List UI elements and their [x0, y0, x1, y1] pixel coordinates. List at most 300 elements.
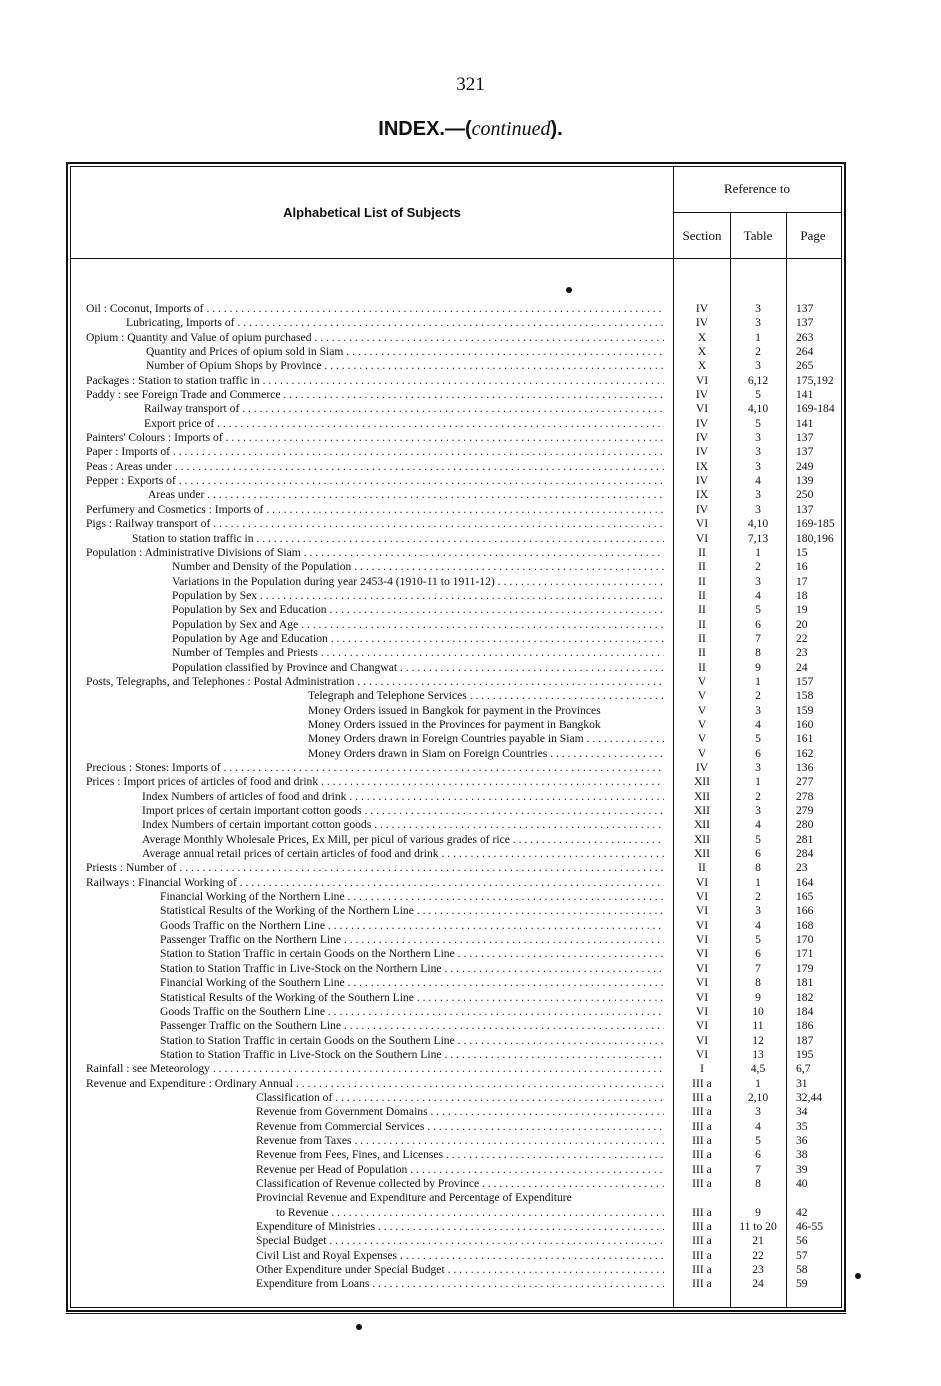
subject-text: Number of Opium Shops by Province . . .: [146, 359, 664, 373]
section-cell: IV: [695, 445, 709, 459]
index-row: [0, 359, 941, 373]
page-cell: 137: [796, 431, 814, 445]
page-cell: 164: [796, 875, 814, 889]
page-cell: 23: [796, 861, 808, 875]
table-cell: 8: [755, 1176, 761, 1190]
section-cell: XII: [693, 775, 711, 789]
subject-text: Index Numbers of articles of food and drink . . .: [142, 790, 664, 804]
subject-text: Opium : Quantity and Value of opium purchased . . .: [86, 331, 664, 345]
index-row: [0, 761, 941, 775]
subject-text: Financial Working of the Northern Line . . .: [160, 890, 664, 904]
section-cell: IV: [695, 431, 709, 445]
page-cell: 16: [796, 560, 808, 574]
subject-text: Average annual retail prices of certain articles of food and drink . . .: [142, 847, 664, 861]
section-cell: VI: [695, 961, 709, 975]
ink-speck: [356, 1324, 362, 1330]
table-cell: 3: [755, 804, 761, 818]
table-cell: 8: [755, 861, 761, 875]
subject-text: Money Orders drawn in Foreign Countries payable in Siam . . .: [308, 732, 664, 746]
index-row: [0, 431, 941, 445]
page-cell: 139: [796, 474, 814, 488]
reference-header: Reference to: [723, 181, 791, 196]
table-cell: 2,10: [747, 1090, 769, 1104]
subject-text: Station to Station Traffic in Live-Stock on the Southern Line . . .: [160, 1048, 664, 1062]
section-cell: II: [698, 861, 706, 875]
table-cell: 5: [755, 933, 761, 947]
index-row: [0, 474, 941, 488]
table-cell: 3: [755, 502, 761, 516]
table-cell: 3: [755, 1105, 761, 1119]
index-row: [0, 904, 941, 918]
subject-text: Passenger Traffic on the Northern Line . . .: [160, 933, 664, 947]
section-cell: V: [697, 746, 707, 760]
section-cell: VI: [695, 918, 709, 932]
index-row: [0, 919, 941, 933]
page-cell: 24: [796, 660, 808, 674]
index-row: [0, 833, 941, 847]
table-cell: 3: [755, 488, 761, 502]
page-cell: 18: [796, 588, 808, 602]
index-row: [0, 1019, 941, 1033]
table-cell: 7: [755, 631, 761, 645]
page-cell: 281: [796, 832, 814, 846]
section-cell: II: [698, 631, 706, 645]
page-cell: 141: [796, 388, 814, 402]
page-cell: 17: [796, 574, 808, 588]
table-cell: 2: [755, 789, 761, 803]
section-cell: III a: [692, 1162, 712, 1176]
index-row: [0, 1191, 941, 1205]
subject-text: Priests : Number of . . .: [86, 861, 664, 875]
section-cell: II: [698, 574, 706, 588]
section-cell: V: [697, 717, 707, 731]
page-cell: 171: [796, 947, 814, 961]
subject-text: Revenue per Head of Population . . .: [256, 1163, 664, 1177]
index-row: [0, 991, 941, 1005]
section-cell: III a: [692, 1277, 712, 1291]
table-cell: 7: [755, 1162, 761, 1176]
table-cell: 2: [755, 689, 761, 703]
subject-text: Classification of . . .: [256, 1091, 664, 1105]
page-cell: 157: [796, 674, 814, 688]
table-cell: 13: [752, 1047, 764, 1061]
index-row: [0, 962, 941, 976]
index-row: [0, 1005, 941, 1019]
section-cell: III a: [692, 1076, 712, 1090]
subject-text: Passenger Traffic on the Southern Line . . .: [160, 1019, 664, 1033]
subject-text: Export price of . . .: [144, 417, 664, 431]
page-cell: 265: [796, 359, 814, 373]
subject-text: Number of Temples and Priests . . .: [172, 646, 664, 660]
page-cell: 249: [796, 459, 814, 473]
section-cell: IV: [695, 474, 709, 488]
section-cell: III a: [692, 1248, 712, 1262]
section-cell: XII: [693, 847, 711, 861]
section-cell: III a: [692, 1148, 712, 1162]
table-cell: 1: [755, 1076, 761, 1090]
subject-text: Station to Station Traffic in Live-Stock on the Northern Line . . .: [160, 962, 664, 976]
section-cell: IV: [695, 502, 709, 516]
page-cell: 31: [796, 1076, 808, 1090]
page-cell: 159: [796, 703, 814, 717]
table-cell: 1: [755, 545, 761, 559]
page-cell: 160: [796, 717, 814, 731]
page-cell: 19: [796, 603, 808, 617]
page-cell: 137: [796, 302, 814, 315]
table-cell: 6,12: [747, 373, 769, 387]
section-cell: IV: [695, 416, 709, 430]
index-row: [0, 503, 941, 517]
table-cell: 3: [755, 359, 761, 373]
subject-text: Population by Age and Education . . .: [172, 632, 664, 646]
page-cell: 22: [796, 631, 808, 645]
page-cell: 181: [796, 976, 814, 990]
page-cell: 162: [796, 746, 814, 760]
index-row: [0, 689, 941, 703]
section-cell: II: [698, 646, 706, 660]
table-cell: 1: [755, 330, 761, 344]
index-row: [0, 560, 941, 574]
subject-text: Precious : Stones: Imports of . . .: [86, 761, 664, 775]
table-cell: 21: [752, 1234, 764, 1248]
index-row: [0, 618, 941, 632]
subject-text: Expenditure of Ministries . . .: [256, 1220, 664, 1234]
index-row: [0, 331, 941, 345]
subject-text: Areas under . . .: [148, 488, 664, 502]
page-cell: 169-185: [796, 517, 835, 531]
section-cell: III a: [692, 1220, 712, 1233]
table-cell: 2: [755, 890, 761, 904]
subject-text: Statistical Results of the Working of the Northern Line . . .: [160, 904, 664, 918]
index-row: [0, 603, 941, 617]
table-cell: 3: [755, 703, 761, 717]
page-heading: [0, 118, 941, 141]
section-cell: III a: [692, 1105, 712, 1119]
section-cell: III a: [692, 1090, 712, 1104]
table-cell: 3: [755, 302, 761, 315]
table-cell: 1: [755, 775, 761, 789]
table-cell: 2: [755, 560, 761, 574]
subject-text: Money Orders issued in the Provinces for payment in Bangkok: [308, 717, 601, 731]
index-row: [0, 732, 941, 746]
index-row: [0, 402, 941, 416]
index-row: [0, 1134, 941, 1148]
section-cell: V: [697, 674, 707, 688]
section-cell: IV: [695, 316, 709, 330]
index-row: [0, 1234, 941, 1248]
table-cell: 9: [755, 990, 761, 1004]
section-cell: VI: [695, 990, 709, 1004]
index-row: [0, 388, 941, 402]
index-row: [0, 675, 941, 689]
page-cell: 35: [796, 1119, 808, 1133]
table-cell: 22: [752, 1248, 764, 1262]
section-cell: XII: [693, 804, 711, 818]
subject-text: Special Budget . . .: [256, 1234, 664, 1248]
index-row: [0, 704, 941, 718]
subject-text: Population classified by Province and Changwat . . .: [172, 661, 664, 675]
table-cell: 5: [755, 832, 761, 846]
page-cell: 170: [796, 933, 814, 947]
section-cell: X: [697, 359, 707, 373]
index-row: [0, 589, 941, 603]
section-cell: VI: [695, 875, 709, 889]
table-cell: 6: [755, 1148, 761, 1162]
index-row: [0, 804, 941, 818]
section-cell: IX: [695, 488, 709, 502]
subject-text: Railway transport of . . .: [144, 402, 664, 416]
subjects-column-header: Alphabetical List of Subjects: [283, 205, 461, 220]
index-row: [0, 460, 941, 474]
table-cell: 9: [755, 1205, 761, 1219]
table-cell: 23: [752, 1263, 764, 1277]
index-row: [0, 1062, 941, 1076]
subject-text: Population by Sex . . .: [172, 589, 664, 603]
section-cell: III a: [692, 1133, 712, 1147]
table-cell: 5: [755, 388, 761, 402]
table-cell: 6: [755, 847, 761, 861]
section-cell: VI: [695, 517, 709, 531]
page-cell: 56: [796, 1234, 808, 1248]
page-cell: 161: [796, 732, 814, 746]
page-cell: 39: [796, 1162, 808, 1176]
page-cell: 137: [796, 316, 814, 330]
section-cell: XII: [693, 832, 711, 846]
index-row: [0, 1148, 941, 1162]
index-row: [0, 445, 941, 459]
table-cell: 10: [752, 1004, 764, 1018]
section-cell: III a: [692, 1234, 712, 1248]
index-row: [0, 1120, 941, 1134]
section-cell: IV: [695, 302, 709, 315]
page-cell: 46-55: [796, 1220, 824, 1233]
subject-text: Revenue from Commercial Services . . .: [256, 1120, 664, 1134]
table-cell: 1: [755, 875, 761, 889]
subject-text: Pepper : Exports of . . .: [86, 474, 664, 488]
subject-text: Rainfall : see Meteorology . . .: [86, 1062, 664, 1076]
heading-main: INDEX.—(: [378, 118, 472, 140]
page-cell: 169-184: [796, 402, 835, 416]
index-row: [0, 976, 941, 990]
table-cell: 3: [755, 445, 761, 459]
section-cell: VI: [695, 947, 709, 961]
index-row: [0, 1105, 941, 1119]
table-cell: 4,10: [747, 517, 769, 531]
page-cell: 264: [796, 345, 814, 359]
index-row: [0, 1077, 941, 1091]
page-cell: 186: [796, 1019, 814, 1033]
index-row: [0, 546, 941, 560]
index-row: [0, 1177, 941, 1191]
section-cell: VI: [695, 1033, 709, 1047]
page-cell: 284: [796, 847, 814, 861]
subject-text: Station to Station Traffic in certain Goods on the Northern Line . . .: [160, 947, 664, 961]
page-cell: 15: [796, 545, 808, 559]
subject-text: Painters' Colours : Imports of . . .: [86, 431, 664, 445]
table-cell: 4: [755, 918, 761, 932]
heading-end: ).: [550, 118, 563, 140]
page-cell: 280: [796, 818, 814, 832]
table-cell: 2: [755, 345, 761, 359]
section-cell: V: [697, 703, 707, 717]
table-cell: 3: [755, 904, 761, 918]
table-cell: 7,13: [747, 531, 769, 545]
table-cell: 7: [755, 961, 761, 975]
section-cell: VI: [695, 402, 709, 416]
section-cell: VI: [695, 904, 709, 918]
subject-text: Station to station traffic in . . .: [132, 532, 664, 546]
index-row: [0, 1220, 941, 1234]
subject-text: Posts, Telegraphs, and Telephones : Postal Administration . . .: [86, 675, 664, 689]
subject-text: Variations in the Population during year 2453-4 (1910-11 to 1911-12) . . .: [172, 575, 664, 589]
table-cell: 4: [755, 717, 761, 731]
section-cell: II: [698, 545, 706, 559]
index-row: [0, 1277, 941, 1291]
page-cell: 195: [796, 1047, 814, 1061]
section-cell: VI: [695, 373, 709, 387]
page-cell: 23: [796, 646, 808, 660]
index-row: [0, 1034, 941, 1048]
table-header: Table: [743, 228, 773, 243]
subject-text: Average Monthly Wholesale Prices, Ex Mill, per picul of various grades of rice . . .: [142, 833, 664, 847]
subject-text: Financial Working of the Southern Line . . .: [160, 976, 664, 990]
section-cell: XII: [693, 789, 711, 803]
page-cell: 42: [796, 1205, 808, 1219]
subject-text: Population by Sex and Education . . .: [172, 603, 664, 617]
index-row: [0, 575, 941, 589]
heading-continued: continued: [471, 118, 551, 140]
table-cell: 3: [755, 574, 761, 588]
index-row: [0, 632, 941, 646]
section-cell: VI: [695, 1019, 709, 1033]
subject-text: Revenue from Fees, Fines, and Licenses . . .: [256, 1148, 664, 1162]
table-cell: 11: [752, 1019, 764, 1033]
page-cell: 263: [796, 330, 814, 344]
subject-text: Population by Sex and Age . . .: [172, 618, 664, 632]
subject-text: Population : Administrative Divisions of Siam . . .: [86, 546, 664, 560]
section-cell: IV: [695, 388, 709, 402]
header-bottom-rule: [70, 258, 842, 259]
table-cell: 1: [755, 674, 761, 688]
page-cell: 179: [796, 961, 814, 975]
subject-text: Other Expenditure under Special Budget . . .: [256, 1263, 664, 1277]
index-row: [0, 775, 941, 789]
page-cell: 137: [796, 502, 814, 516]
page-cell: 36: [796, 1133, 808, 1147]
subject-text: Goods Traffic on the Southern Line . . .: [160, 1005, 664, 1019]
subject-text: Prices : Import prices of articles of food and drink . . .: [86, 775, 664, 789]
index-row: [0, 1163, 941, 1177]
subject-text: Oil : Coconut, Imports of . . .: [86, 302, 664, 316]
page-cell: 277: [796, 775, 814, 789]
index-row: [0, 646, 941, 660]
subject-text: Station to Station Traffic in certain Goods on the Southern Line . . .: [160, 1034, 664, 1048]
index-row: [0, 847, 941, 861]
table-cell: 11 to 20: [739, 1220, 777, 1233]
subject-text: to Revenue . . .: [276, 1206, 664, 1220]
page-cell: 59: [796, 1277, 808, 1291]
page-cell: 40: [796, 1176, 808, 1190]
table-cell: 3: [755, 761, 761, 774]
subject-text: Lubricating, Imports of . . .: [126, 316, 664, 330]
table-cell: 6: [755, 947, 761, 961]
section-cell: X: [697, 345, 707, 359]
page-cell: 6,7: [796, 1062, 811, 1076]
section-cell: VI: [695, 1004, 709, 1018]
table-cell: 3: [755, 431, 761, 445]
index-row: [0, 718, 941, 732]
page-cell: 158: [796, 689, 814, 703]
subject-text: Civil List and Royal Expenses . . .: [256, 1249, 664, 1263]
index-row: [0, 345, 941, 359]
subject-text: Peas : Areas under . . .: [86, 460, 664, 474]
index-row: [0, 790, 941, 804]
page-cell: 168: [796, 918, 814, 932]
page-cell: 182: [796, 990, 814, 1004]
table-cell: 12: [752, 1033, 764, 1047]
subject-text: Expenditure from Loans . . .: [256, 1277, 664, 1291]
index-row: [0, 316, 941, 330]
page-cell: 58: [796, 1263, 808, 1277]
section-cell: V: [697, 689, 707, 703]
subject-text: Railways : Financial Working of . . .: [86, 876, 664, 890]
section-cell: VI: [695, 531, 709, 545]
section-cell: III a: [692, 1119, 712, 1133]
index-row: [0, 517, 941, 531]
page-cell: 137: [796, 445, 814, 459]
index-row: [0, 1048, 941, 1062]
subject-text: Money Orders issued in Bangkok for payment in the Provinces: [308, 703, 601, 717]
table-cell: 4: [755, 1119, 761, 1133]
page-cell: 136: [796, 761, 814, 774]
subject-text: Paper : Imports of . . .: [86, 445, 664, 459]
table-cell: 4,10: [747, 402, 769, 416]
subject-text: Money Orders drawn in Siam on Foreign Countries . . .: [308, 747, 664, 761]
page-cell: 278: [796, 789, 814, 803]
index-row: [0, 747, 941, 761]
table-cell: 3: [755, 459, 761, 473]
table-cell: 5: [755, 416, 761, 430]
section-cell: II: [698, 617, 706, 631]
page-cell: 279: [796, 804, 814, 818]
index-row: [0, 374, 941, 388]
table-cell: 5: [755, 603, 761, 617]
page-cell: 38: [796, 1148, 808, 1162]
section-cell: II: [698, 660, 706, 674]
section-cell: V: [697, 732, 707, 746]
table-cell: 8: [755, 646, 761, 660]
index-row: [0, 818, 941, 832]
page-cell: 166: [796, 904, 814, 918]
section-cell: VI: [695, 976, 709, 990]
index-row: [0, 1206, 941, 1220]
index-row: [0, 947, 941, 961]
subject-text: Provincial Revenue and Expenditure and Percentage of Expenditure: [256, 1191, 572, 1205]
table-cell: 5: [755, 1133, 761, 1147]
subject-text: Revenue from Taxes . . .: [256, 1134, 664, 1148]
table-cell: 4: [755, 588, 761, 602]
bottom-rule: [66, 1313, 846, 1314]
section-cell: II: [698, 560, 706, 574]
page-cell: 250: [796, 488, 814, 502]
table-cell: 3: [755, 316, 761, 330]
subject-text: Packages : Station to station traffic in . . .: [86, 374, 664, 388]
subject-text: Import prices of certain important cotton goods . . .: [142, 804, 664, 818]
page-cell: 20: [796, 617, 808, 631]
subject-text: Goods Traffic on the Northern Line . . .: [160, 919, 664, 933]
section-cell: VI: [695, 890, 709, 904]
index-row: [0, 890, 941, 904]
